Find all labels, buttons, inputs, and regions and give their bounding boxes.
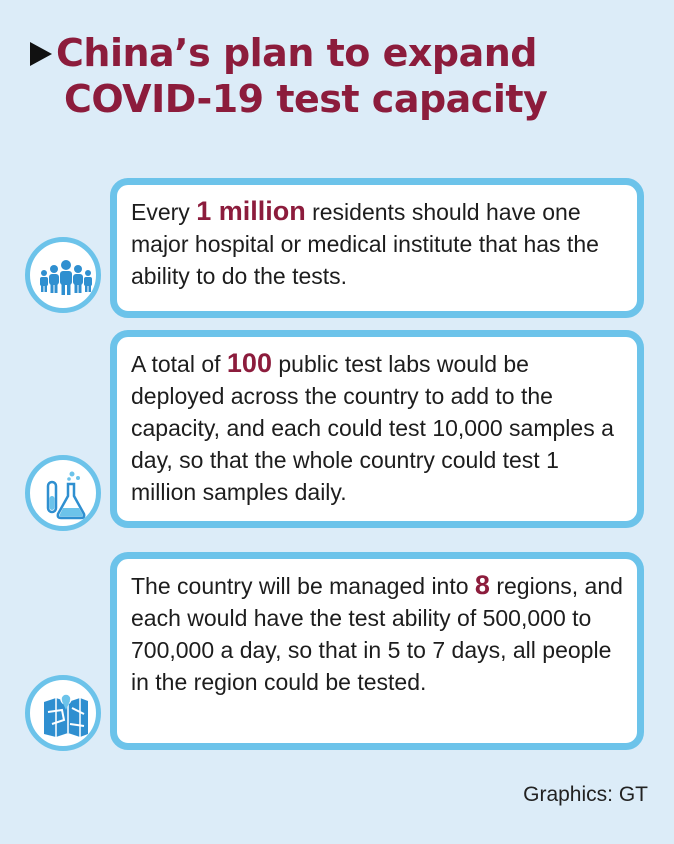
people-icon: [25, 237, 101, 313]
info-card-labs: [110, 330, 644, 528]
title-line-1: China’s plan to expand: [56, 31, 537, 75]
graphics-credit: Graphics: GT: [523, 783, 648, 806]
info-card-hospitals: [110, 178, 644, 318]
card-highlight: 1 million: [196, 196, 306, 226]
card-text-after: public test labs would be deployed across the country to add to the capacity, and each could test 10,000 samples a day, so that the whole country could test 1 million samples daily.: [131, 351, 614, 505]
card-highlight: 8: [474, 570, 490, 600]
title-line-2: COVID-19 test capacity: [64, 77, 548, 121]
card-text-before: Every: [131, 199, 197, 225]
card-text-after: residents should have one major hospital or medical institute that has the ability to do the tests.: [131, 199, 599, 289]
card-text-after: regions, and each would have the test ability of 500,000 to 700,000 a day, so that in 5 to 7 days, all people in the region could be tested.: [131, 573, 623, 695]
info-card-regions: [110, 552, 644, 750]
card-text-before: The country will be managed into: [131, 573, 475, 599]
card-highlight: 100: [226, 348, 272, 378]
play-arrow-icon: [30, 42, 52, 66]
map-icon: [25, 675, 101, 751]
card-text-before: A total of: [131, 351, 227, 377]
page-title: [56, 30, 616, 122]
lab-flask-icon: [25, 455, 101, 531]
